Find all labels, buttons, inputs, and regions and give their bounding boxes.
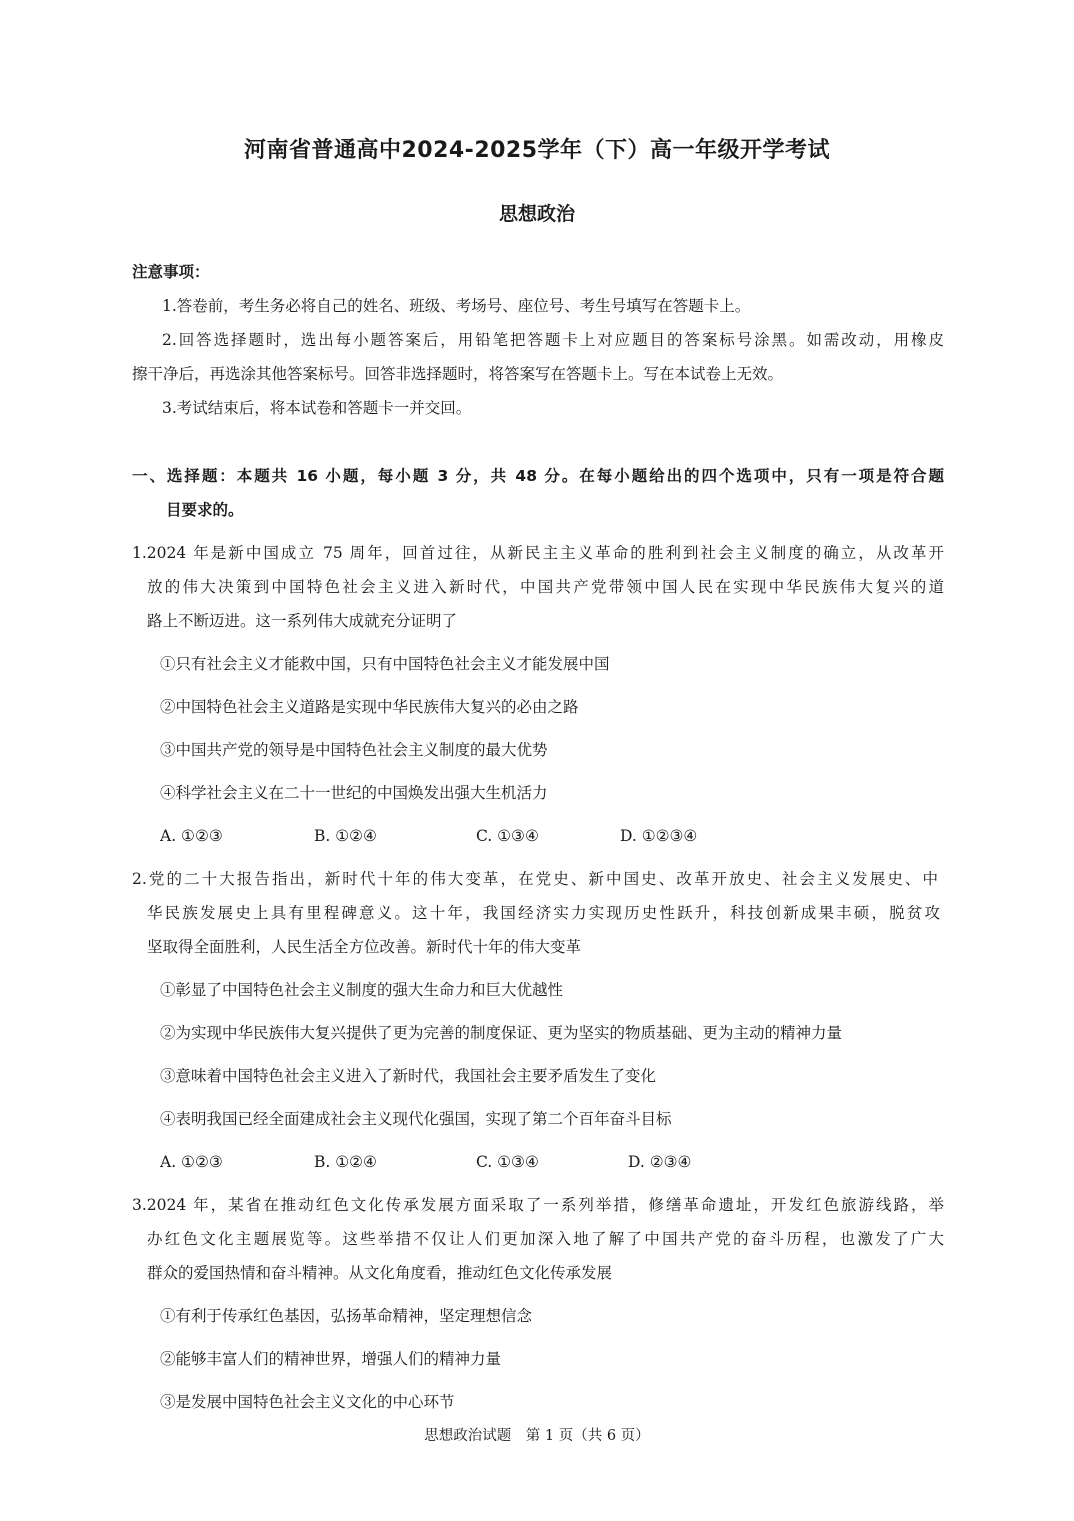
statement-4: ④科学社会主义在二十一世纪的中国焕发出强大生机活力 bbox=[160, 784, 548, 802]
option-d: D. ②③④ bbox=[628, 1153, 692, 1171]
option-b: B. ①②④ bbox=[314, 1153, 377, 1171]
statement-3: ③意味着中国特色社会主义进入了新时代，我国社会主要矛盾发生了变化 bbox=[160, 1067, 657, 1085]
statement-4: ④表明我国已经全面建成社会主义现代化强国，实现了第二个百年奋斗目标 bbox=[160, 1110, 672, 1128]
option-d: D. ①②③④ bbox=[620, 827, 698, 845]
subject-title: 思想政治 bbox=[498, 203, 575, 225]
notice-item-2-cont: 擦干净后，再选涂其他答案标号。回答非选择题时，将答案写在答题卡上。写在本试卷上无效。 bbox=[132, 365, 784, 383]
statement-1: ①有利于传承红色基因，弘扬革命精神，坚定理想信念 bbox=[160, 1307, 533, 1325]
notice-heading: 注意事项： bbox=[132, 263, 210, 281]
question-stem-line: 群众的爱国热情和奋斗精神。从文化角度看，推动红色文化传承发展 bbox=[147, 1264, 613, 1282]
statement-1: ①彰显了中国特色社会主义制度的强大生命力和巨大优越性 bbox=[160, 981, 564, 999]
notice-item-1: 1.答卷前，考生务必将自己的姓名、班级、考场号、座位号、考生号填写在答题卡上。 bbox=[162, 297, 751, 315]
option-a: A. ①②③ bbox=[160, 827, 223, 845]
page-footer: 思想政治试题 第 1 页（共 6 页） bbox=[424, 1428, 650, 1444]
question-stem-line: 坚取得全面胜利，人民生活全方位改善。新时代十年的伟大变革 bbox=[147, 938, 582, 956]
option-c: C. ①③④ bbox=[476, 1153, 539, 1171]
question-stem-line: 2.党的二十大报告指出，新时代十年的伟大变革，在党史、新中国史、改革开放史、社会主义发展史、中 bbox=[132, 870, 938, 888]
option-a: A. ①②③ bbox=[160, 1153, 223, 1171]
question-stem-line: 3.2024 年，某省在推动红色文化传承发展方面采取了一系列举措，修缮革命遗址，开发红色旅游线路，举 bbox=[132, 1196, 944, 1214]
question-stem-line: 办红色文化主题展览等。这些举措不仅让人们更加深入地了解了中国共产党的奋斗历程，也激发了广大 bbox=[147, 1230, 944, 1248]
question-stem-line: 路上不断迈进。这一系列伟大成就充分证明了 bbox=[147, 612, 458, 630]
statement-3: ③中国共产党的领导是中国特色社会主义制度的最大优势 bbox=[160, 741, 548, 759]
statement-1: ①只有社会主义才能救中国，只有中国特色社会主义才能发展中国 bbox=[160, 655, 610, 673]
notice-item-2: 2.回答选择题时，选出每小题答案后，用铅笔把答题卡上对应题目的答案标号涂黑。如需改动，用橡皮 bbox=[162, 331, 944, 349]
option-c: C. ①③④ bbox=[476, 827, 539, 845]
section-heading: 一、选择题：本题共 16 小题，每小题 3 分，共 48 分。在每小题给出的四个选项中，只有一项是符合题 bbox=[132, 467, 944, 485]
question-stem-line: 1.2024 年是新中国成立 75 周年，回首过往，从新民主主义革命的胜利到社会主义制度的确立，从改革开 bbox=[132, 544, 944, 562]
statement-2: ②能够丰富人们的精神世界，增强人们的精神力量 bbox=[160, 1350, 502, 1368]
question-stem-line: 放的伟大决策到中国特色社会主义进入新时代，中国共产党带领中国人民在实现中华民族伟大复兴的道 bbox=[147, 578, 944, 596]
option-b: B. ①②④ bbox=[314, 827, 377, 845]
notice-item-3: 3.考试结束后，将本试卷和答题卡一并交回。 bbox=[162, 399, 472, 417]
question-stem-line: 华民族发展史上具有里程碑意义。这十年，我国经济实力实现历史性跃升，科技创新成果丰硕，脱贫攻 bbox=[147, 904, 940, 922]
statement-2: ②为实现中华民族伟大复兴提供了更为完善的制度保证、更为坚实的物质基础、更为主动的精神力量 bbox=[160, 1024, 843, 1042]
section-heading-cont: 目要求的。 bbox=[166, 501, 244, 519]
statement-3: ③是发展中国特色社会主义文化的中心环节 bbox=[160, 1393, 455, 1411]
statement-2: ②中国特色社会主义道路是实现中华民族伟大复兴的必由之路 bbox=[160, 698, 579, 716]
page-title: 河南省普通高中2024-2025学年（下）高一年级开学考试 bbox=[243, 138, 831, 163]
